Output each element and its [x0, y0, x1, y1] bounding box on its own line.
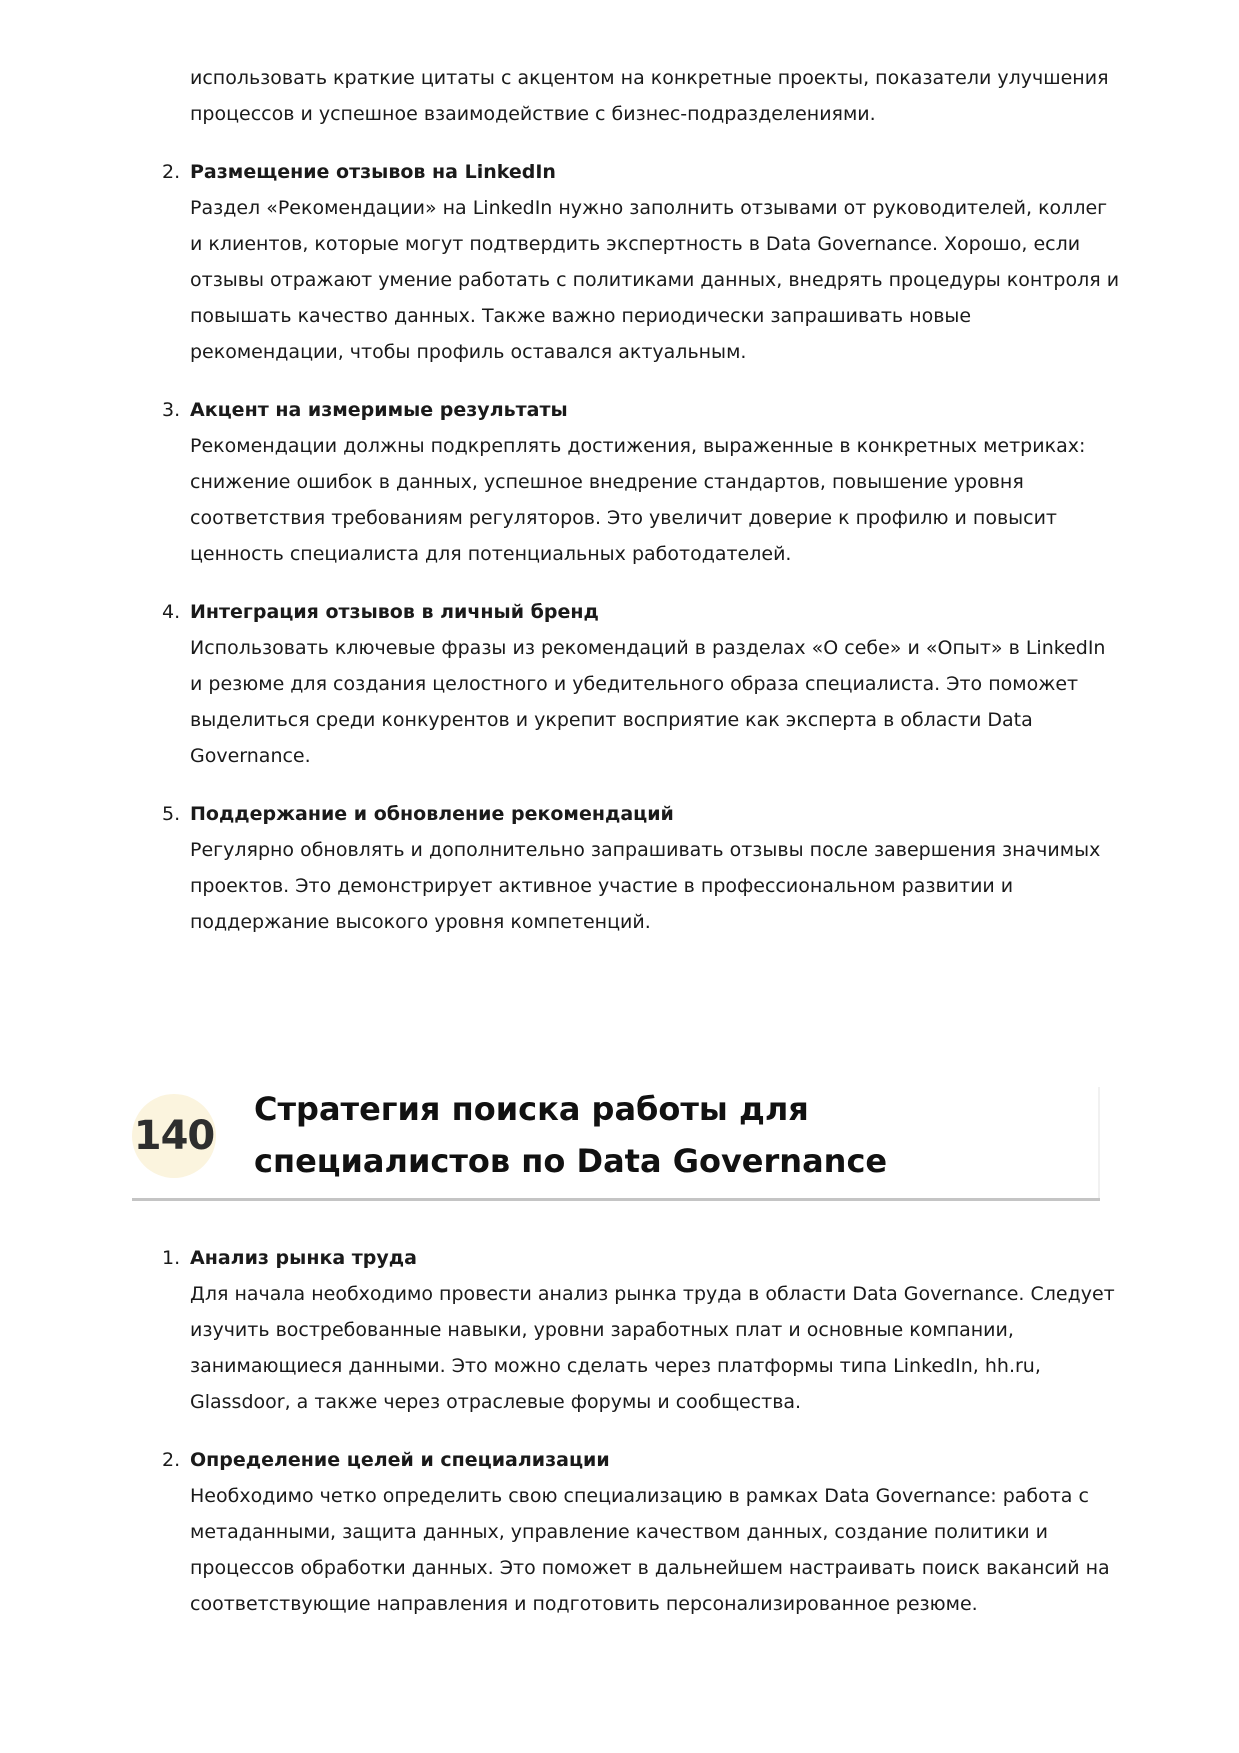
section-title: Стратегия поиска работы для специалистов по Data Governance — [254, 1090, 888, 1180]
list-item-text: Регулярно обновлять и дополнительно запрашивать отзывы после завершения значимых проектов. Это демонстрирует активное участие в профессиональном развитии и поддержание высокого уровня компетенций. — [190, 839, 1101, 933]
list-item-title: Размещение отзывов на LinkedIn — [190, 161, 556, 183]
section-header-edge — [1098, 1087, 1100, 1199]
list-item-number: 5. — [162, 803, 181, 825]
list-item — [162, 1240, 1122, 1420]
list-item-number: 2. — [162, 161, 181, 183]
list-item-title: Определение целей и специализации — [190, 1449, 610, 1471]
list-item-text: Рекомендации должны подкреплять достижения, выраженные в конкретных метриках: снижение ошибок в данных, успешное внедрение стандартов, повышение уровня соответствия требованиям регуляторов. Это увеличит доверие к профилю и повысит ценность специалиста для потенциальных работодателей. — [190, 435, 1086, 565]
list-item-number: 2. — [162, 1449, 181, 1471]
list-item-text: Для начала необходимо провести анализ рынка труда в области Data Governance. Следует изучить востребованные навыки, уровни заработных плат и основные компании, занимающиеся данными. Это можно сделать через платформы типа LinkedIn, hh.ru, Glassdoor, а также через отраслевые форумы и сообщества. — [190, 1283, 1115, 1413]
list-item-number: 1. — [162, 1247, 181, 1269]
list-item-text: Использовать ключевые фразы из рекомендаций в разделах «О себе» и «Опыт» в LinkedIn и резюме для создания целостного и убедительного образа специалиста. Это поможет выделиться среди конкурентов и укрепит восприятие как эксперта в области Data Governance. — [190, 637, 1106, 767]
list-item-continuation: использовать краткие цитаты с акцентом на конкретные проекты, показатели улучшения процессов и успешное взаимодействие с бизнес-подразделениями. — [190, 67, 1109, 125]
list-item-text: Раздел «Рекомендации» на LinkedIn нужно заполнить отзывами от руководителей, коллег и клиентов, которые могут подтвердить экспертность в Data Governance. Хорошо, если отзывы отражают умение работать с политиками данных, внедрять процедуры контроля и повышать качество данных. Также важно периодически запрашивать новые рекомендации, чтобы профиль оставался актуальным. — [190, 197, 1120, 363]
section-number-badge: 140 — [132, 1094, 216, 1178]
section-header — [132, 1083, 1100, 1201]
list-item-text: Необходимо четко определить свою специализацию в рамках Data Governance: работа с метаданными, защита данных, управление качеством данных, создание политики и процессов обработки данных. Это поможет в дальнейшем настраивать поиск вакансий на соответствующие направления и подготовить персонализированное резюме. — [190, 1485, 1110, 1615]
list-item-number: 3. — [162, 399, 181, 421]
list-item-title: Акцент на измеримые результаты — [190, 399, 568, 421]
list-item-title: Поддержание и обновление рекомендаций — [190, 803, 674, 825]
list-item-number: 4. — [162, 601, 181, 623]
list-item-title: Интеграция отзывов в личный бренд — [190, 601, 599, 623]
list-item-title: Анализ рынка труда — [190, 1247, 417, 1269]
list-item — [162, 392, 1122, 572]
section-divider — [132, 1198, 1100, 1201]
list-item — [162, 154, 1122, 370]
list-item — [162, 1442, 1122, 1622]
bottom-numbered-list — [162, 1240, 1122, 1644]
top-numbered-list — [162, 60, 1122, 962]
list-item — [162, 594, 1122, 774]
list-item — [162, 796, 1122, 940]
